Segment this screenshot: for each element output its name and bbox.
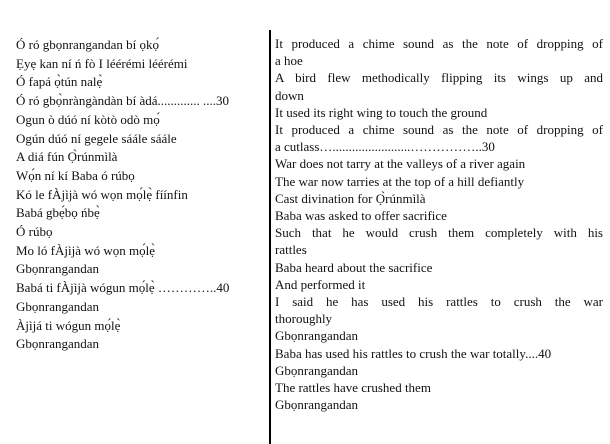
translation-line-text: A bird flew methodically flipping its wings up and (275, 70, 603, 86)
yoruba-line: Gbọnrangandan (16, 298, 100, 314)
translation-line-text: The rattles have crushed them (275, 380, 431, 396)
yoruba-line: Ogún dúó ní gegele sáále sáále (16, 130, 177, 146)
yoruba-line: Ó ró gbọnrangandan bí ọkọ́ (16, 37, 159, 52)
translation-line-text: It produced a chime sound as the note of dropping of (275, 122, 603, 138)
translation-line-text: And performed it (275, 276, 366, 292)
translation-line-continuation: a cutlass…........................……………..30 (275, 139, 495, 155)
translation-line (275, 173, 603, 190)
translation-line-text: Baba has used his rattles to crush the war totally....40 (275, 345, 552, 361)
translation-line (275, 396, 603, 413)
english-translation-column (275, 35, 603, 413)
translation-line-text: Gbọnrangandan (275, 397, 359, 413)
translation-line-text: Cast divination for Ọ̀rúnmìlà (275, 190, 426, 206)
yoruba-line: A diá fún Ọ̀rúnmìlà (16, 149, 118, 165)
translation-line-text: It produced a chime sound as the note of dropping of (275, 36, 603, 51)
translation-line (275, 379, 603, 396)
yoruba-line: Àjìjá ti wógun mọ́lẹ̀ (16, 317, 121, 333)
yoruba-line: Ó ró gbọ̀nràngàndàn bí àdá............. ....30 (16, 93, 230, 109)
translation-line (275, 190, 603, 207)
yoruba-line: Wọ́n ní kí Baba ó rúbọ (16, 167, 135, 183)
translation-line-text: Such that he would crush them completely with his (275, 225, 603, 241)
translation-line-continuation: down (275, 87, 304, 103)
yoruba-line: Ó rúbọ (16, 224, 53, 240)
yoruba-line: Gbọnrangandan (16, 336, 100, 352)
yoruba-line: Ó fapá ọ̀tún nalẹ̀ (16, 74, 103, 90)
yoruba-line: Babá gbẹ́bọ ńbẹ̀ (16, 205, 100, 221)
translation-line (275, 104, 603, 121)
translation-line (275, 276, 603, 293)
translation-line-text: Baba heard about the sacrifice (275, 259, 433, 275)
yoruba-line: Kó le fÀjìjà wó wọn mọ́lẹ̀ fíínfin (16, 186, 188, 202)
translation-line (275, 293, 603, 327)
translation-line-text: Gbọnrangandan (275, 328, 359, 344)
translation-line (275, 345, 603, 362)
translation-line-text: It used its right wing to touch the ground (275, 104, 488, 120)
translation-line-text: I said he has used his rattles to crush the war (275, 294, 603, 310)
yoruba-line: Ogun ò dúó ní kòtò odò mọ́ (16, 111, 160, 127)
translation-line (275, 121, 603, 155)
translation-line-continuation: a hoe (275, 53, 303, 69)
translation-line-text: Baba was asked to offer sacrifice (275, 208, 447, 224)
translation-line-text: Gbọnrangandan (275, 362, 359, 378)
column-divider (269, 30, 271, 444)
translation-line (275, 327, 603, 344)
translation-line (275, 207, 603, 224)
translation-line (275, 155, 603, 172)
translation-line (275, 35, 603, 69)
translation-line (275, 224, 603, 258)
yoruba-text-column (16, 36, 266, 354)
yoruba-line: Mo ló fÀjìjà wó wọn mọ́lẹ̀ (16, 242, 156, 258)
translation-line (275, 69, 603, 103)
translation-line-continuation: thoroughly (275, 311, 333, 327)
yoruba-line: Gbọnrangandan (16, 261, 100, 277)
yoruba-line: Babá ti fÀjìjà wógun mọ́lẹ̀ …………..40 (16, 280, 230, 296)
translation-line (275, 362, 603, 379)
translation-line (275, 259, 603, 276)
translation-line-text: War does not tarry at the valleys of a river again (275, 156, 526, 172)
translation-line-continuation: rattles (275, 242, 307, 258)
translation-line-text: The war now tarries at the top of a hill defiantly (275, 173, 525, 189)
yoruba-line: Ẹyẹ kan ní ń fò I léérémi léérémi (16, 55, 188, 71)
